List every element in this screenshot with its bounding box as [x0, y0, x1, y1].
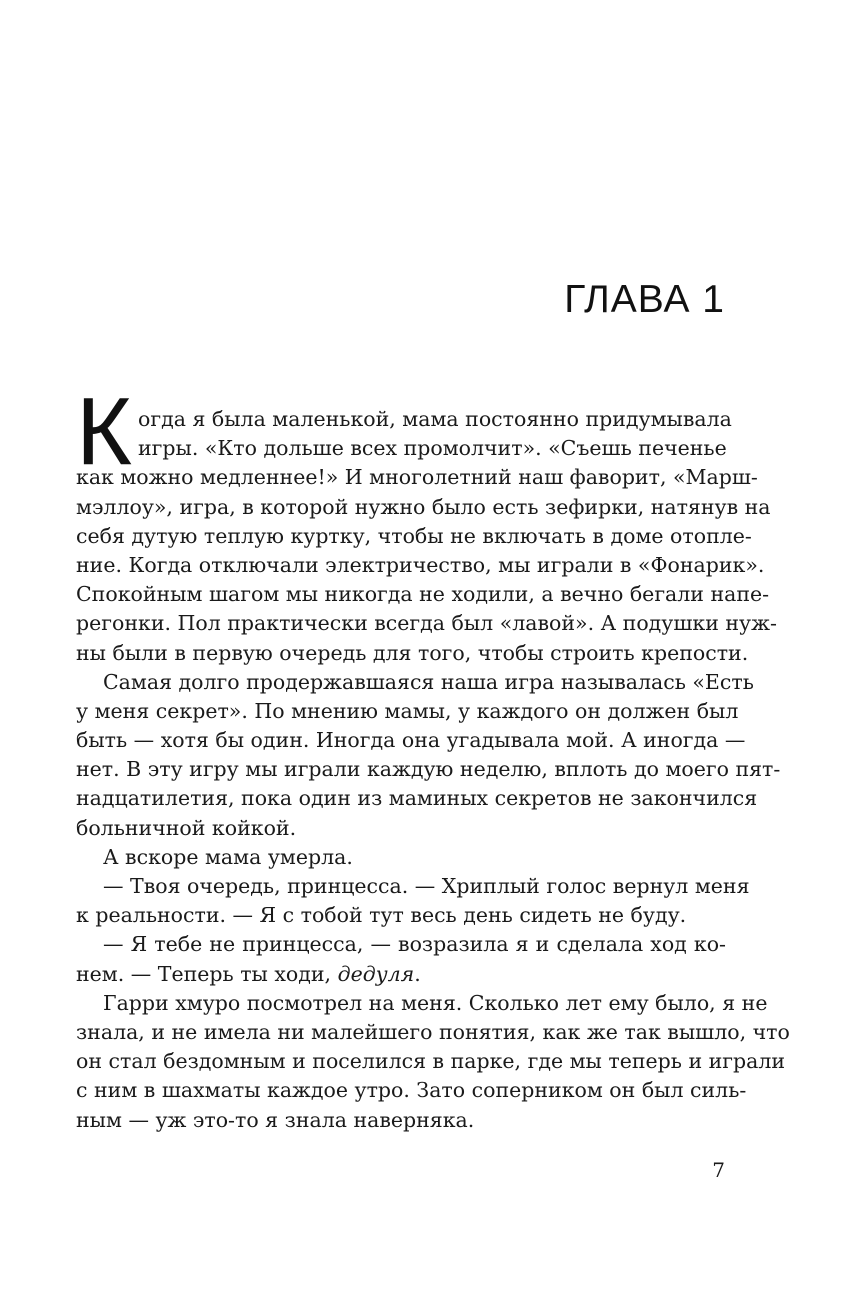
text-line: мэллоу», игра, в которой нужно было есть зефирки, натянув на	[76, 494, 771, 519]
text-line: больничной койкой.	[76, 815, 297, 840]
text-line: быть — хотя бы один. Иногда она угадывала мой. А иногда —	[76, 728, 746, 753]
italic-word: дедуля	[337, 961, 415, 986]
text-line: огда я была маленькой, мама постоянно придумывала	[138, 407, 732, 431]
drop-cap: К	[76, 378, 132, 485]
text-line: Гарри хмуро посмотрел на меня. Сколько лет ему было, я не	[103, 990, 768, 1015]
text-line: как можно медленнее!» И многолетний наш фаворит, «Марш-	[76, 465, 758, 490]
text-segment: .	[414, 961, 421, 986]
text-line: нет. В эту игру мы играли каждую неделю, вплоть до моего пят-	[76, 757, 781, 782]
text-line	[76, 960, 726, 989]
text-line: к реальности. — Я с тобой тут весь день сидеть не буду.	[76, 903, 687, 928]
text-line: ны были в первую очередь для того, чтобы строить крепости.	[76, 640, 749, 665]
text-line: знала, и не имела ни малейшего понятия, как же так вышло, что	[76, 1019, 790, 1044]
text-line: себя дутую теплую куртку, чтобы не включать в доме отопле-	[76, 523, 752, 548]
text-line: ным — уж это-то я знала наверняка.	[76, 1107, 475, 1132]
body-text	[76, 405, 790, 1135]
text-line: с ним в шахматы каждое утро. Зато соперником он был силь-	[76, 1078, 747, 1103]
text-line: — Я тебе не принцесса, — возразила я и сделала ход ко-	[103, 932, 726, 957]
page-number: 7	[712, 1158, 725, 1182]
chapter-title: ГЛАВА 1	[564, 278, 725, 321]
text-line: А вскоре мама умерла.	[103, 844, 353, 869]
text-line: надцатилетия, пока один из маминых секретов не закончился	[76, 786, 758, 811]
text-line: Самая долго продержавшаяся наша игра называлась «Есть	[103, 669, 754, 694]
text-line: игры. «Кто дольше всех промолчит». «Съешь печенье	[138, 436, 727, 461]
text-line: ние. Когда отключали электричество, мы играли в «Фонарик».	[76, 552, 765, 577]
text-line: — Твоя очередь, принцесса. — Хриплый голос вернул меня	[103, 874, 750, 898]
text-line: регонки. Пол практически всегда был «лавой». А подушки нуж-	[76, 611, 777, 636]
text-line: Спокойным шагом мы никогда не ходили, а вечно бегали напе-	[76, 582, 770, 607]
text-segment: нем. — Теперь ты ходи,	[76, 961, 338, 986]
text-line: у меня секрет». По мнению мамы, у каждого он должен был	[76, 698, 739, 723]
text-line: он стал бездомным и поселился в парке, где мы теперь и играли	[76, 1049, 786, 1074]
